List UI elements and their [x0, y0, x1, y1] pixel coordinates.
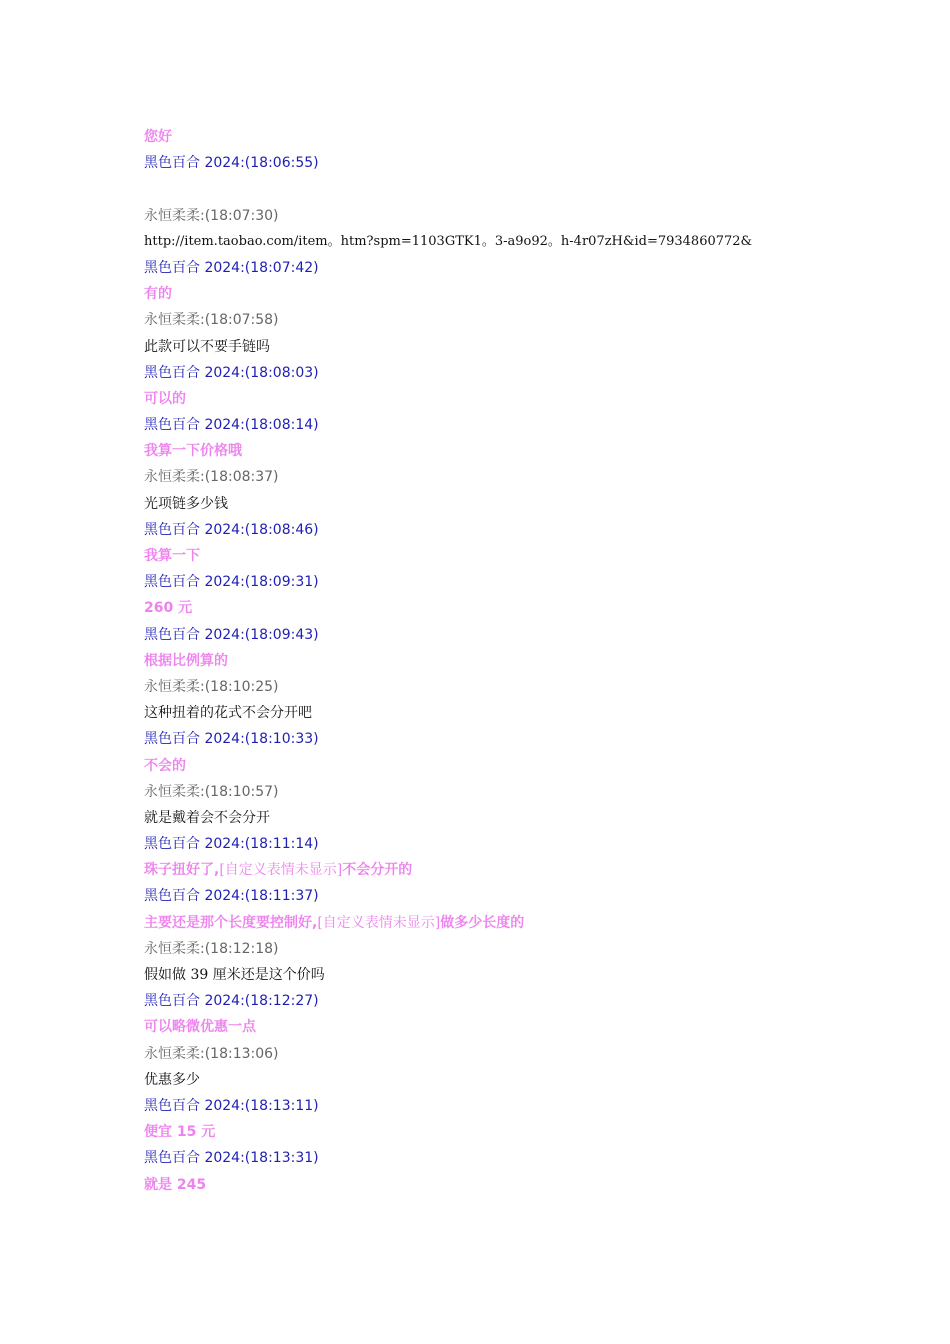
buyer-message-link: http://item.taobao.com/item。htm?spm=1103GTK1。3-a9o92。h-4r07zH&id=7934860772&	[144, 233, 753, 249]
message-timestamp: :(18:06:55)	[240, 155, 319, 172]
seller-message-text: 我算一下	[144, 548, 200, 564]
buyer-message-header	[144, 936, 884, 962]
message-timestamp: :(18:07:58)	[200, 312, 279, 329]
sender-name: 永恒柔柔	[144, 940, 200, 957]
buyer-message-header	[144, 674, 884, 700]
seller-message-header	[144, 1145, 884, 1171]
seller-message-text: 就是 245	[144, 1176, 207, 1193]
seller-message-header	[144, 1093, 884, 1119]
sender-name: 黑色百合 2024	[144, 259, 241, 276]
seller-message-header	[144, 150, 884, 176]
seller-message-header	[144, 988, 884, 1014]
seller-message-header	[144, 726, 884, 752]
seller-message-text: 可以的	[144, 390, 186, 407]
seller-message-header	[144, 569, 884, 595]
buyer-message-header	[144, 779, 884, 805]
seller-message-text: 260 元	[144, 600, 193, 617]
emoji-placeholder: [自定义表情未显示]	[219, 862, 343, 879]
message-timestamp: :(18:11:37)	[240, 888, 319, 905]
message-timestamp: :(18:13:06)	[200, 1045, 279, 1062]
sender-name: 黑色百合 2024	[144, 521, 241, 538]
message-timestamp: :(18:08:14)	[240, 417, 319, 434]
buyer-message-text: 这种扭着的花式不会分开吧	[144, 705, 312, 722]
buyer-message-text: 光项链多少钱	[144, 495, 228, 512]
emoji-placeholder: [自定义表情未显示]	[317, 914, 441, 931]
seller-message-text: 可以略微优惠一点	[144, 1019, 256, 1036]
message-timestamp: :(18:10:57)	[200, 783, 279, 800]
seller-message-header	[144, 517, 884, 543]
message-timestamp: :(18:08:37)	[200, 469, 279, 486]
message-timestamp: :(18:10:25)	[200, 678, 279, 695]
message-timestamp: :(18:07:30)	[200, 207, 279, 224]
sender-name: 黑色百合 2024	[144, 417, 241, 434]
buyer-message-header	[144, 1041, 884, 1067]
message-timestamp: :(18:08:03)	[240, 364, 319, 381]
buyer-message-header	[144, 203, 884, 229]
seller-message-header	[144, 255, 884, 281]
sender-name: 永恒柔柔	[144, 1045, 200, 1062]
sender-name: 黑色百合 2024	[144, 364, 241, 381]
buyer-message-text: 此款可以不要手链吗	[144, 338, 270, 355]
seller-message-text: 有的	[144, 286, 172, 303]
message-timestamp: :(18:09:31)	[240, 574, 319, 591]
message-text-part: 珠子扭好了,	[144, 862, 220, 879]
sender-name: 永恒柔柔	[144, 469, 200, 486]
sender-name: 黑色百合 2024	[144, 574, 241, 591]
message-text-part: 做多少长度的	[440, 914, 525, 931]
message-text-part: 主要还是那个长度要控制好,	[144, 914, 318, 931]
message-timestamp: :(18:13:31)	[240, 1150, 319, 1167]
sender-name: 黑色百合 2024	[144, 993, 241, 1010]
sender-name: 黑色百合 2024	[144, 1150, 241, 1167]
sender-name: 永恒柔柔	[144, 678, 200, 695]
buyer-message-text: 优惠多少	[144, 1071, 200, 1088]
sender-name: 永恒柔柔	[144, 312, 200, 329]
seller-message-header	[144, 360, 884, 386]
sender-name: 黑色百合 2024	[144, 836, 241, 853]
sender-name: 黑色百合 2024	[144, 626, 241, 643]
blank-line	[144, 176, 884, 202]
seller-message-text: 便宜 15 元	[144, 1124, 216, 1141]
message-timestamp: :(18:09:43)	[240, 626, 319, 643]
message-timestamp: :(18:12:18)	[200, 940, 279, 957]
seller-message-text	[144, 910, 884, 936]
sender-name: 黑色百合 2024	[144, 155, 241, 172]
message-timestamp: :(18:08:46)	[240, 521, 319, 538]
sender-name: 永恒柔柔	[144, 207, 200, 224]
seller-message-text: 不会的	[144, 757, 186, 774]
seller-message-header	[144, 622, 884, 648]
sender-name: 黑色百合 2024	[144, 731, 241, 748]
seller-message-header	[144, 412, 884, 438]
message-timestamp: :(18:11:14)	[240, 836, 319, 853]
buyer-message-header	[144, 307, 884, 333]
message-timestamp: :(18:07:42)	[240, 259, 319, 276]
buyer-message-header	[144, 464, 884, 490]
seller-message-header	[144, 883, 884, 909]
seller-message-text	[144, 857, 884, 883]
message-timestamp: :(18:12:27)	[240, 993, 319, 1010]
message-timestamp: :(18:10:33)	[240, 731, 319, 748]
seller-message-text: 我算一下价格哦	[144, 443, 242, 460]
message-timestamp: :(18:13:11)	[240, 1097, 319, 1114]
buyer-message-text: 假如做 39 厘米还是这个价吗	[144, 967, 325, 983]
chat-transcript	[144, 124, 884, 1198]
seller-message-text: 根据比例算的	[144, 652, 228, 669]
sender-name: 黑色百合 2024	[144, 888, 241, 905]
sender-name: 永恒柔柔	[144, 783, 200, 800]
message-text-part: 不会分开的	[342, 862, 413, 879]
buyer-message-text: 就是戴着会不会分开	[144, 809, 270, 826]
seller-message-header	[144, 831, 884, 857]
seller-message-text: 您好	[144, 129, 172, 145]
sender-name: 黑色百合 2024	[144, 1097, 241, 1114]
